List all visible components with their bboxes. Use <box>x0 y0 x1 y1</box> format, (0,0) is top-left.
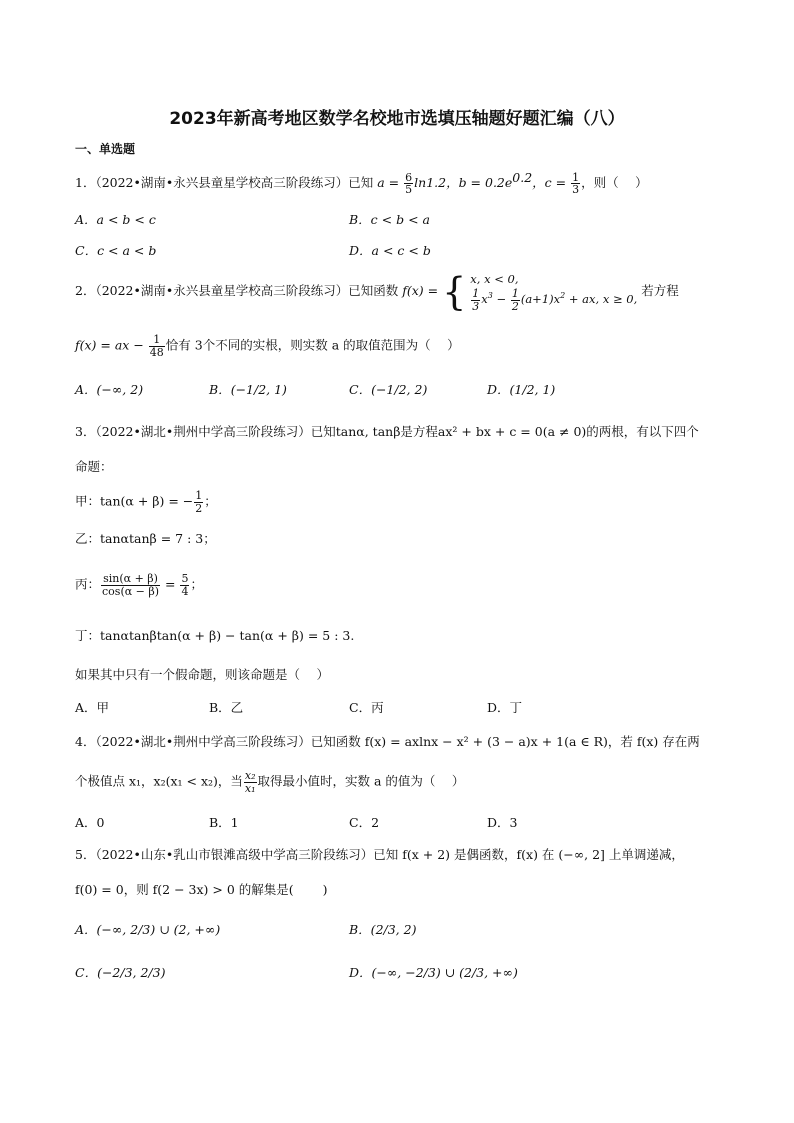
q1-prefix: 1．（2022•湖南•永兴县童星学校高三阶段练习）已知 <box>75 175 374 191</box>
question-4-line-2: 个极值点 x₁，x₂(x₁ < x₂)，当 $\frac{\text{x₂}}{\text{x₁}}$ 取得最小值时，实数 a 的值为（ ） <box>75 769 465 795</box>
q2-option-b[interactable]: B．(−1/2, 1) <box>209 382 287 397</box>
q3-option-a[interactable]: A．甲 <box>75 700 110 715</box>
q2-option-d[interactable]: D．(1/2, 1) <box>487 382 556 397</box>
q4-option-b[interactable]: B．1 <box>209 815 239 830</box>
q1-b-exp: 0.2 <box>512 170 533 185</box>
q2-case-2: $\frac{1}{3}$ $x^3$ − $\frac{1}{2}$ $(a+1)x^2$ + ax, x ≥ 0, <box>472 287 638 313</box>
q1-suffix: ，则（ ） <box>581 175 648 191</box>
question-3-line-2: 命题： <box>75 459 113 474</box>
page-title: 2023年新高考地区数学名校地市选填压轴题好题汇编（八） <box>169 109 625 129</box>
q2-option-c[interactable]: C．(−1/2, 2) <box>349 382 428 397</box>
q4-option-a[interactable]: A．0 <box>75 815 105 830</box>
q1-a-label: a = <box>377 175 400 191</box>
q1-option-d[interactable]: D．a < c < b <box>349 243 431 258</box>
q1-option-c[interactable]: C．c < a < b <box>75 243 157 258</box>
q3-option-b[interactable]: B．乙 <box>209 700 244 715</box>
q2-line2-b: 恰有 3个不同的实根，则实数 a 的取值范围为（ ） <box>165 337 460 353</box>
section-heading: 一、单选题 <box>75 142 136 156</box>
q2-cases <box>470 271 637 312</box>
q1-b: ，b = 0.2e <box>446 175 513 191</box>
q3-option-d[interactable]: D．丁 <box>487 700 523 715</box>
q1-a-fraction: $\frac{6}{5}$ <box>405 170 413 197</box>
question-2-line-2 <box>75 334 460 358</box>
question-4-stem: 4．（2022•湖北•荆州中学高三阶段练习）已知函数 f(x) = axlnx − x² + (3 − a)x + 1(a ∈ R)，若 f(x) 存在两 <box>75 734 700 749</box>
question-1-stem <box>75 170 648 196</box>
question-3-stem: 3．（2022•湖北•荆州中学高三阶段练习）已知tanα, tanβ是方程ax² + bx + c = 0(a ≠ 0)的两根，有以下四个 <box>75 424 699 439</box>
q5-option-c[interactable]: C．(−2/3, 2/3) <box>75 965 166 980</box>
question-5-stem: 5．（2022•山东•乳山市银滩高级中学高三阶段练习）已知 f(x + 2) 是偶函数，f(x) 在 (−∞, 2] 上单调递减， <box>75 847 684 862</box>
q4-option-d[interactable]: D．3 <box>487 815 518 830</box>
question-2-stem <box>75 271 679 312</box>
q1-option-b[interactable]: B．c < b < a <box>349 212 430 227</box>
q3-option-c[interactable]: C．丙 <box>349 700 384 715</box>
q1-c-fraction: $\frac{1}{3}$ <box>572 170 580 197</box>
q2-fraction: $\frac{1}{48}$ <box>149 333 164 359</box>
q4-option-c[interactable]: C．2 <box>349 815 380 830</box>
q1-a-tail: ln1.2 <box>414 175 447 191</box>
q1-c-label: ，c = <box>532 175 567 191</box>
q2-case-1: x, x < 0, <box>470 272 519 286</box>
q3-question: 如果其中只有一个假命题，则该命题是（ ） <box>75 667 329 682</box>
q2-fx: f(x) = <box>402 283 439 299</box>
q3-proposition-bing: 丙： $\frac{\sin(\alpha + \beta)}{\cos(\alpha - \beta)}$ = $\frac{5}{4}$ ； <box>75 572 203 598</box>
q2-line2-a: f(x) = ax − <box>75 337 144 353</box>
q5-option-b[interactable]: B．(2/3, 2) <box>349 922 417 937</box>
q5-option-d[interactable]: D．(−∞, −2/3) ∪ (2/3, +∞) <box>349 965 518 980</box>
q3-proposition-yi: 乙：tanαtanβ = 7 : 3； <box>75 531 216 546</box>
q3-proposition-ding: 丁：tanαtanβtan(α + β) − tan(α + β) = 5 : 3. <box>75 628 355 643</box>
q2-brace: { <box>442 269 467 314</box>
q5-option-a[interactable]: A．(−∞, 2/3) ∪ (2, +∞) <box>75 922 221 937</box>
question-5-line-2: f(0) = 0，则 f(2 − 3x) > 0 的解集是( ) <box>75 882 328 897</box>
q2-prefix: 2．（2022•湖南•永兴县童星学校高三阶段练习）已知函数 <box>75 283 399 299</box>
q3-proposition-jia: 甲：tan(α + β) = − $\frac{1}{2}$ ； <box>75 489 217 515</box>
q1-option-a[interactable]: A．a < b < c <box>75 212 156 227</box>
q2-suffix: 若方程 <box>641 283 679 299</box>
q2-option-a[interactable]: A．(−∞, 2) <box>75 382 144 397</box>
